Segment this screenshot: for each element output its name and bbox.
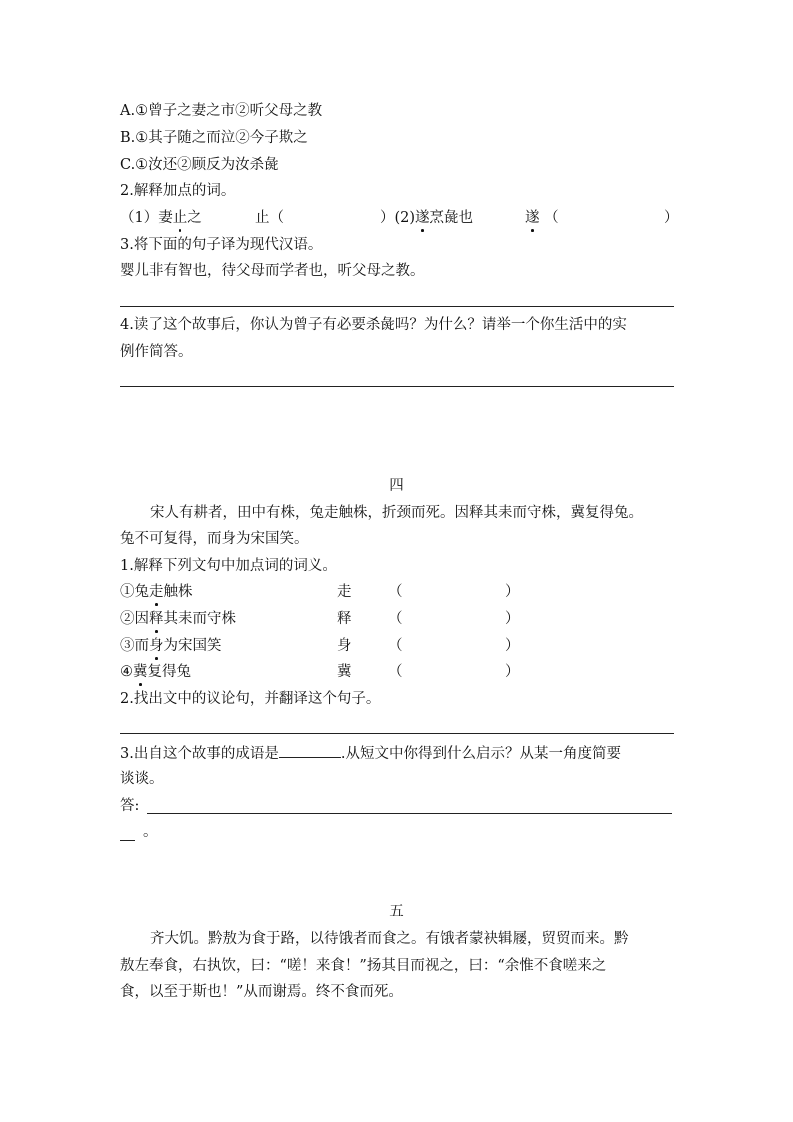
vocab-item-4-paren-open: （ [388, 664, 403, 680]
option-c: C.①汝还②顾反为汝杀彘 [120, 157, 279, 173]
idiom-blank[interactable] [279, 742, 341, 758]
vocab-item-3-num: ③而 [120, 638, 149, 654]
item-1-dotted-word: 止 [172, 210, 188, 226]
item-2-word [525, 208, 559, 228]
vocab-item-3-paren-open: （ [388, 638, 403, 654]
section-4-passage-line-1: 宋人有耕者，田中有株，兔走触株，折颈而死。因释其耒而守株，冀复得兔。 [150, 505, 643, 521]
question-2-item-2 [380, 208, 473, 228]
section-4-heading: 四 [389, 478, 404, 494]
answer-label: 答: [120, 798, 140, 814]
vocab-item-1-dotted: 走 [149, 584, 164, 600]
item-1-word [255, 208, 284, 228]
answer-line-s4-q2[interactable] [120, 733, 674, 734]
answer-end-mark: 。 [143, 824, 158, 840]
question-4-line-1: 4.读了这个故事后，你认为曾子有必要杀彘吗？为什么？请举一个你生活中的实 [120, 317, 627, 333]
vocab-item-4-num: ④ [120, 664, 133, 680]
answer-line-q4[interactable] [120, 386, 674, 387]
section-4-question-3 [120, 742, 621, 764]
option-b: B.①其子随之而泣②今子欺之 [120, 130, 308, 146]
vocab-item-3 [120, 636, 222, 656]
vocab-item-1-paren-close: ） [505, 584, 520, 600]
vocab-item-3-dotted: 身 [149, 638, 164, 654]
section-4-question-2: 2.找出文中的议论句，并翻译这个句子。 [120, 691, 381, 707]
vocab-item-4-paren-close: ） [505, 664, 520, 680]
question-3-sentence: 婴儿非有智也，待父母而学者也，听父母之教。 [120, 263, 425, 279]
vocab-item-4-dotted: 冀 [133, 664, 148, 680]
option-a: A.①曾子之妻之市②听父母之教 [120, 103, 323, 119]
section-5-heading: 五 [389, 904, 404, 920]
item-1-prefix: （1）妻 [120, 210, 173, 226]
question-2-item-1 [120, 208, 202, 228]
item-2-dotted-word: 遂 [415, 210, 430, 226]
answer-line-s4-q3-continued[interactable] [120, 840, 135, 841]
section-4-question-1: 1.解释下列文句中加点词的词义。 [120, 558, 337, 574]
item-2-paren-open: （ [544, 210, 559, 226]
vocab-item-2-paren-open: （ [388, 611, 403, 627]
vocab-item-2-dotted: 释 [149, 611, 164, 627]
vocab-item-1-rest: 触株 [163, 584, 193, 600]
item-2-paren-close: ）(2) [380, 210, 416, 226]
vocab-item-4-rest: 复得兔 [147, 664, 191, 680]
section-4-question-3-line-2: 谈谈。 [120, 771, 164, 787]
vocab-item-3-word: 身 [337, 638, 352, 654]
item-2-suffix: 烹彘也 [429, 210, 474, 226]
item-2-paren-close-end: ） [664, 210, 679, 226]
answer-line-q3[interactable] [120, 306, 674, 307]
vocab-item-2-num: ②因 [120, 611, 149, 627]
q3-prefix: 3.出自这个故事的成语是 [120, 746, 279, 762]
question-3: 3.将下面的句子译为现代汉语。 [120, 237, 323, 253]
vocab-item-1-num: ①兔 [120, 584, 149, 600]
section-4-passage-line-2: 兔不可复得，而身为宋国笑。 [120, 531, 309, 547]
vocab-item-2 [120, 609, 236, 629]
vocab-item-4-word: 冀 [337, 664, 352, 680]
item-1-suffix: 之 [187, 210, 202, 226]
answer-line-s4-q3[interactable] [147, 813, 672, 814]
section-5-passage-line-3: 食，以至于斯也！”从而谢焉。终不食而死。 [120, 984, 403, 1000]
q3-suffix: .从短文中你得到什么启示？从某一角度简要 [340, 746, 621, 762]
vocab-item-1 [120, 582, 193, 602]
section-5-passage-line-1: 齐大饥。黔敖为食于路，以待饿者而食之。有饿者蒙袂辑屦，贸贸而来。黔 [150, 931, 629, 947]
vocab-item-4 [120, 662, 191, 682]
vocab-item-2-rest: 其耒而守株 [163, 611, 236, 627]
question-4-line-2: 例作简答。 [120, 344, 193, 360]
vocab-item-3-paren-close: ） [505, 638, 520, 654]
vocab-item-2-word: 释 [337, 611, 352, 627]
vocab-item-2-paren-close: ） [505, 611, 520, 627]
item-1-word-text: 止 [255, 210, 270, 226]
item-2-word-text: 遂 [525, 210, 540, 226]
vocab-item-3-rest: 为宋国笑 [163, 638, 222, 654]
section-5-passage-line-2: 敖左奉食，右执饮，曰：“嗟！来食！”扬其目而视之，曰：“余惟不食嗟来之 [120, 958, 607, 974]
vocab-item-1-paren-open: （ [388, 584, 403, 600]
item-1-paren-open: （ [269, 210, 284, 226]
question-2: 2.解释加点的词。 [120, 183, 236, 199]
vocab-item-1-word: 走 [337, 584, 352, 600]
